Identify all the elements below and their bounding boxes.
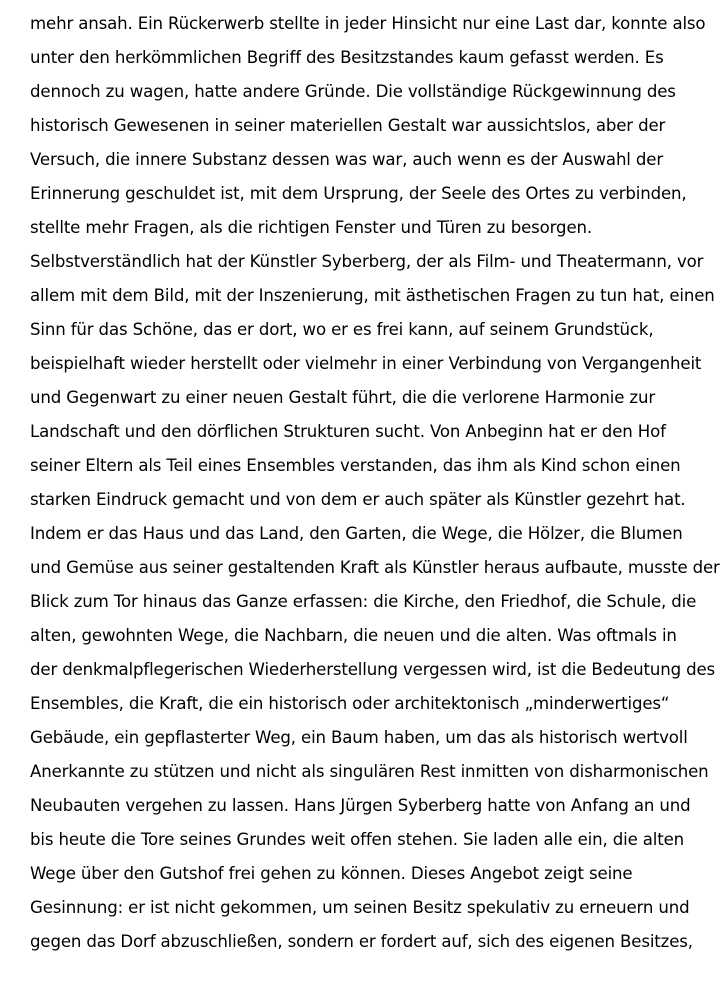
text-line: historisch Gewesenen in seiner materiellen Gestalt war aussichtslos, aber der xyxy=(30,116,666,135)
text-line: starken Eindruck gemacht und von dem er auch später als Künstler gezehrt hat. xyxy=(30,490,686,509)
text-line: stellte mehr Fragen, als die richtigen Fenster und Türen zu besorgen. xyxy=(30,218,592,237)
text-line: Anerkannte zu stützen und nicht als singulären Rest inmitten von disharmonischen xyxy=(30,762,709,781)
text-line: unter den herkömmlichen Begriff des Besitzstandes kaum gefasst werden. Es xyxy=(30,48,664,67)
text-line: und Gegenwart zu einer neuen Gestalt führt, die die verlorene Harmonie zur xyxy=(30,388,656,407)
text-line: Neubauten vergehen zu lassen. Hans Jürgen Syberberg hatte von Anfang an und xyxy=(30,796,691,815)
text-line: Ensembles, die Kraft, die ein historisch oder architektonisch „minderwertiges“ xyxy=(30,694,670,713)
text-line: Sinn für das Schöne, das er dort, wo er es frei kann, auf seinem Grundstück, xyxy=(30,320,654,339)
text-line: seiner Eltern als Teil eines Ensembles verstanden, das ihm als Kind schon einen xyxy=(30,456,681,475)
text-line: bis heute die Tore seines Grundes weit offen stehen. Sie laden alle ein, die alten xyxy=(30,830,685,849)
text-line: Versuch, die innere Substanz dessen was war, auch wenn es der Auswahl der xyxy=(30,150,664,169)
text-line: und Gemüse aus seiner gestaltenden Kraft als Künstler heraus aufbaute, musste der xyxy=(30,558,720,577)
text-line: alten, gewohnten Wege, die Nachbarn, die neuen und die alten. Was oftmals in xyxy=(30,626,677,645)
text-line: Landschaft und den dörflichen Strukturen sucht. Von Anbeginn hat er den Hof xyxy=(30,422,666,441)
text-line: allem mit dem Bild, mit der Inszenierung, mit ästhetischen Fragen zu tun hat, einen xyxy=(30,286,715,305)
text-line: Erinnerung geschuldet ist, mit dem Ursprung, der Seele des Ortes zu verbinden, xyxy=(30,184,687,203)
text-line: Gebäude, ein gepflasterter Weg, ein Baum haben, um das als historisch wertvoll xyxy=(30,728,688,747)
text-line: Selbstverständlich hat der Künstler Syberberg, der als Film- und Theatermann, vor xyxy=(30,252,704,271)
text-line: Wege über den Gutshof frei gehen zu können. Dieses Angebot zeigt seine xyxy=(30,864,633,883)
text-line: Gesinnung: er ist nicht gekommen, um seinen Besitz spekulativ zu erneuern und xyxy=(30,898,690,917)
text-line: mehr ansah. Ein Rückerwerb stellte in jeder Hinsicht nur eine Last dar, konnte also xyxy=(30,14,706,33)
text-line: gegen das Dorf abzuschließen, sondern er fordert auf, sich des eigenen Besitzes, xyxy=(30,932,693,951)
text-line: dennoch zu wagen, hatte andere Gründe. Die vollständige Rückgewinnung des xyxy=(30,82,676,101)
text-line: Blick zum Tor hinaus das Ganze erfassen: die Kirche, den Friedhof, die Schule, die xyxy=(30,592,697,611)
text-line: der denkmalpflegerischen Wiederherstellung vergessen wird, ist die Bedeutung des xyxy=(30,660,716,679)
text-line: Indem er das Haus und das Land, den Garten, die Wege, die Hölzer, die Blumen xyxy=(30,524,683,543)
text-line: beispielhaft wieder herstellt oder vielmehr in einer Verbindung von Vergangenheit xyxy=(30,354,702,373)
